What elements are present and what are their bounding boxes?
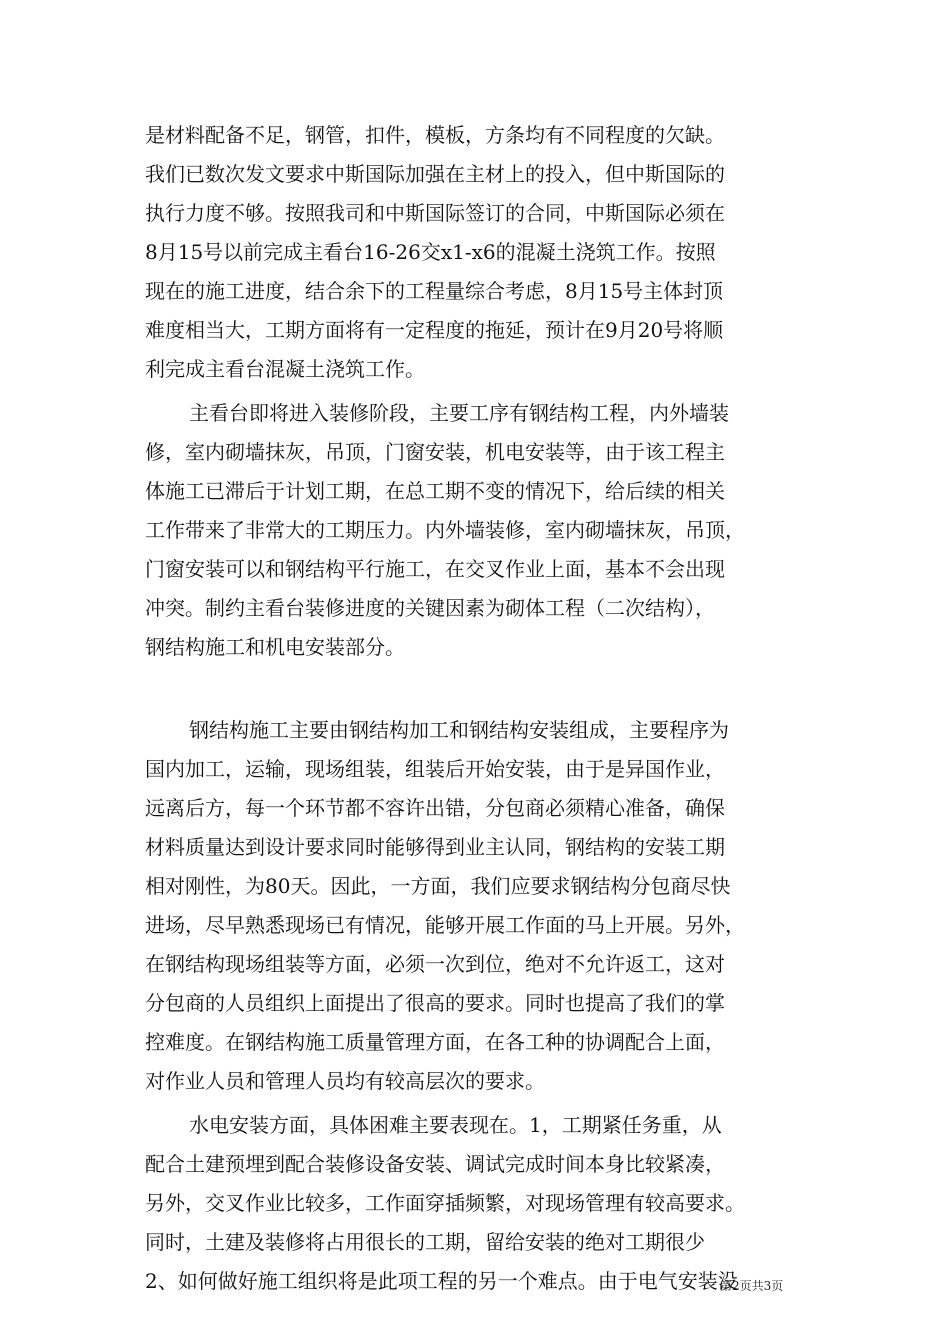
text-line: 同时，土建及装修将占用很长的工期，留给安装的绝对工期很少 [145, 1230, 705, 1254]
text-line: 控难度。在钢结构施工质量管理方面，在各工种的协调配合上面， [145, 1030, 725, 1054]
text-line: 国内加工，运输，现场组装，组装后开始安装，由于是异国作业， [145, 757, 725, 781]
document-body [145, 116, 813, 1301]
text-line: 门窗安装可以和钢结构平行施工，在交叉作业上面，基本不会出现 [145, 557, 725, 581]
text-line: 对作业人员和管理人员均有较高层次的要求。 [145, 1069, 545, 1093]
text-line: 执行力度不够。按照我司和中斯国际签订的合同，中斯国际必须在 [145, 201, 725, 225]
paragraph-first-line: 主看台即将进入装修阶段，主要工序有钢结构工程，内外墙装 [189, 401, 729, 425]
paragraph-first-line: 钢结构施工主要由钢结构加工和钢结构安装组成，主要程序为 [189, 718, 729, 742]
text-line: 相对刚性，为80天。因此，一方面，我们应要求钢结构分包商尽快 [145, 874, 731, 898]
text-line: 我们已数次发文要求中斯国际加强在主材上的投入，但中斯国际的 [145, 162, 725, 186]
text-line: 另外，交叉作业比较多，工作面穿插频繁，对现场管理有较高要求。 [145, 1191, 745, 1215]
text-line: 难度相当大，工期方面将有一定程度的拖延，预计在9月20号将顺 [145, 318, 724, 342]
text-line: 在钢结构现场组装等方面，必须一次到位，绝对不允许返工，这对 [145, 952, 725, 976]
text-line: 配合土建预埋到配合装修设备安装、调试完成时间本身比较紧凑， [145, 1152, 725, 1176]
text-line: 进场，尽早熟悉现场已有情况，能够开展工作面的马上开展。另外， [145, 913, 745, 937]
text-line: 利完成主看台混凝土浇筑工作。 [145, 357, 425, 381]
text-line: 体施工已滞后于计划工期，在总工期不变的情况下，给后续的相关 [145, 479, 725, 503]
text-line: 冲突。制约主看台装修进度的关键因素为砌体工程（二次结构）， [145, 596, 715, 620]
paragraph-first-line: 水电安装方面，具体困难主要表现在。1，工期紧任务重，从 [189, 1113, 722, 1137]
text-line: 修，室内砌墙抹灰，吊顶，门窗安装，机电安装等，由于该工程主 [145, 440, 725, 464]
text-line [145, 667, 813, 706]
text-line: 分包商的人员组织上面提出了很高的要求。同时也提高了我们的掌 [145, 991, 725, 1015]
text-line: 2、如何做好施工组织将是此项工程的另一个难点。由于电气安装没 [145, 1269, 738, 1293]
text-line: 材料质量达到设计要求同时能够得到业主认同，钢结构的安装工期 [145, 835, 725, 859]
text-line: 8月15号以前完成主看台16-26交x1-x6的混凝土浇筑工作。按照 [145, 240, 716, 264]
text-line: 现在的施工进度，结合余下的工程量综合考虑，8月15号主体封顶 [145, 279, 724, 303]
text-line: 远离后方，每一个环节都不容许出错，分包商必须精心准备，确保 [145, 796, 725, 820]
text-line: 工作带来了非常大的工期压力。内外墙装修，室内砌墙抹灰，吊顶， [145, 518, 745, 542]
text-line: 钢结构施工和机电安装部分。 [145, 635, 405, 659]
text-line: 是材料配备不足，钢管，扣件，模板，方条均有不同程度的欠缺。 [145, 123, 725, 147]
page-number: 第2页共3页 [720, 1279, 784, 1293]
